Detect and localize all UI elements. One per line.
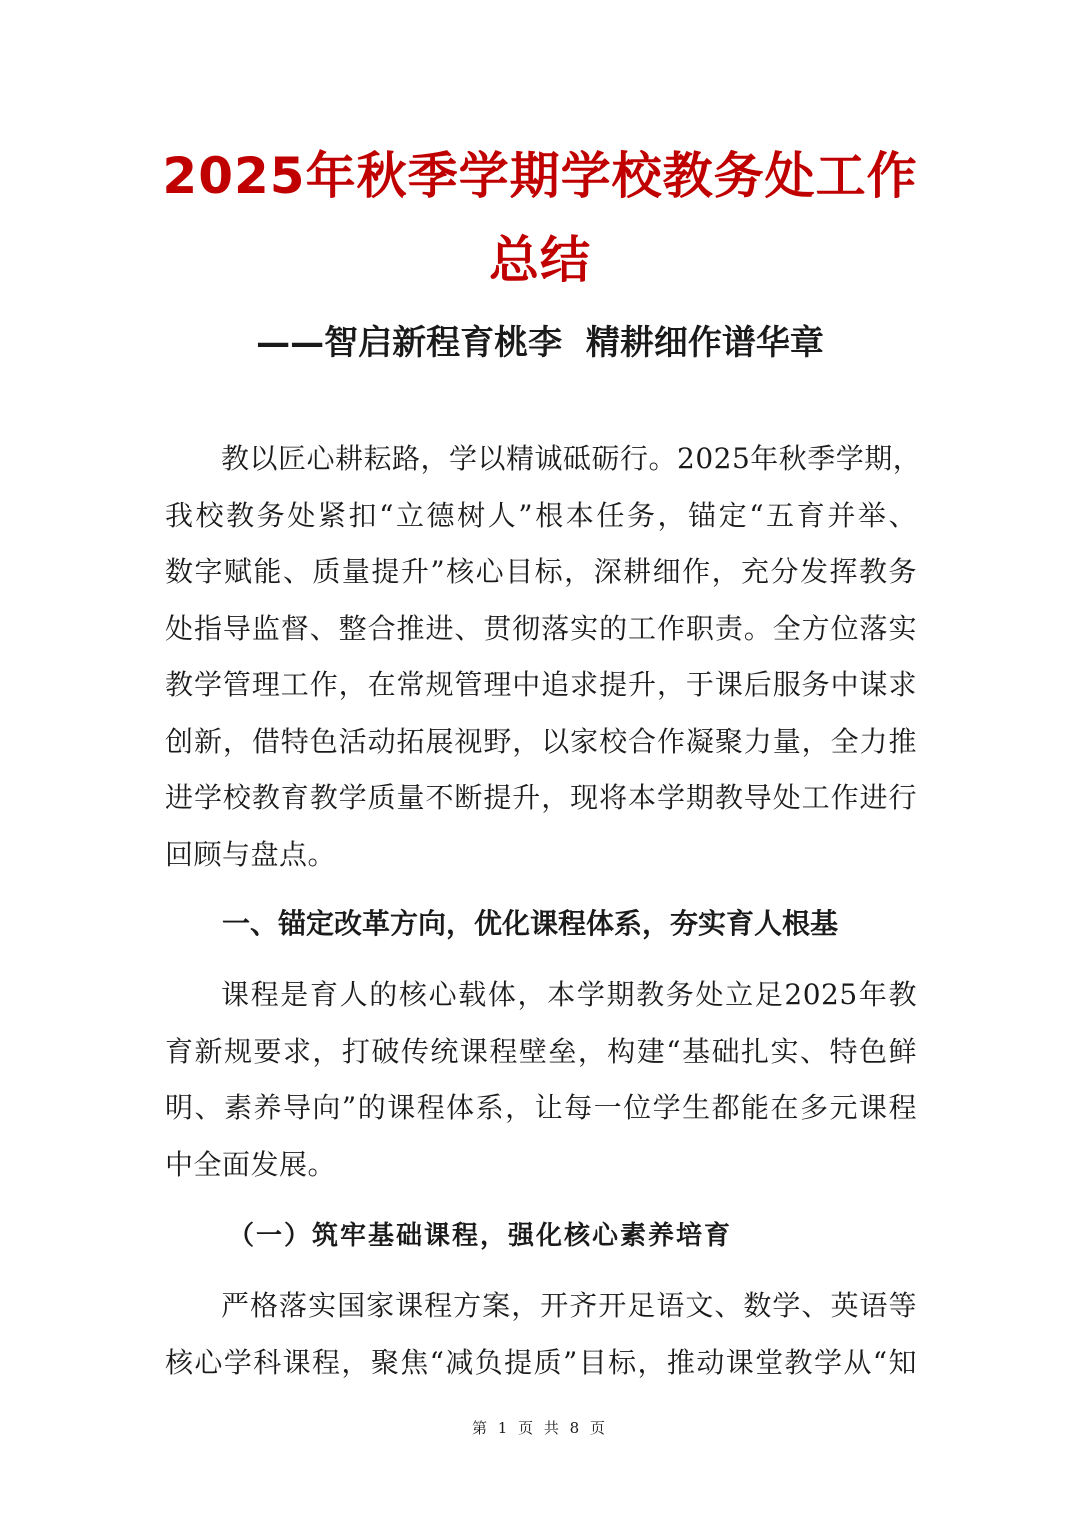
section-1-heading: 一、锚定改革方向，优化课程体系，夯实育人根基: [222, 907, 839, 940]
section-1-paragraph: [165, 967, 917, 1193]
intro-line: 教以匠心耕耘路，学以精诚砥砺行。2025年秋季学期，: [221, 442, 922, 475]
document-title-line-2: 总结: [489, 231, 591, 289]
section-1-line: 明、素养导向”的课程体系，让每一位学生都能在多元课程: [165, 1091, 917, 1124]
intro-line: 进学校教育教学质量不断提升，现将本学期教导处工作进行: [165, 781, 917, 814]
intro-paragraph: [165, 431, 922, 883]
page-footer: 第 1 页 共 8 页: [472, 1419, 608, 1437]
intro-line: 回顾与盘点。: [165, 837, 337, 871]
document-subtitle: ——智启新程育桃李 精耕细作谱华章: [256, 323, 824, 363]
intro-line: 我校教务处紧扣“立德树人”根本任务，锚定“五育并举、: [165, 498, 917, 532]
intro-line: 处指导监督、整合推进、贯彻落实的工作职责。全方位落实: [165, 611, 917, 645]
subsection-1-line: 严格落实国家课程方案，开齐开足语文、数学、英语等: [221, 1289, 917, 1322]
subsection-1-heading: （一）筑牢基础课程，强化核心素养培育: [228, 1221, 733, 1251]
intro-line: 创新，借特色活动拓展视野，以家校合作凝聚力量，全力推: [165, 724, 917, 758]
document-title-line-1: 2025年秋季学期学校教务处工作: [162, 147, 918, 205]
subsection-1-line: 核心学科课程，聚焦“减负提质”目标，推动课堂教学从“知: [165, 1345, 917, 1379]
section-1-line: 中全面发展。: [165, 1147, 337, 1181]
intro-line: 数字赋能、质量提升”核心目标，深耕细作，充分发挥教务: [165, 555, 917, 588]
intro-line: 教学管理工作，在常规管理中追求提升，于课后服务中谋求: [165, 668, 917, 701]
section-1-line: 课程是育人的核心载体，本学期教务处立足2025年教: [221, 978, 917, 1011]
section-1-line: 育新规要求，打破传统课程壁垒，构建“基础扎实、特色鲜: [165, 1034, 917, 1068]
subsection-1-paragraph: [165, 1278, 917, 1391]
